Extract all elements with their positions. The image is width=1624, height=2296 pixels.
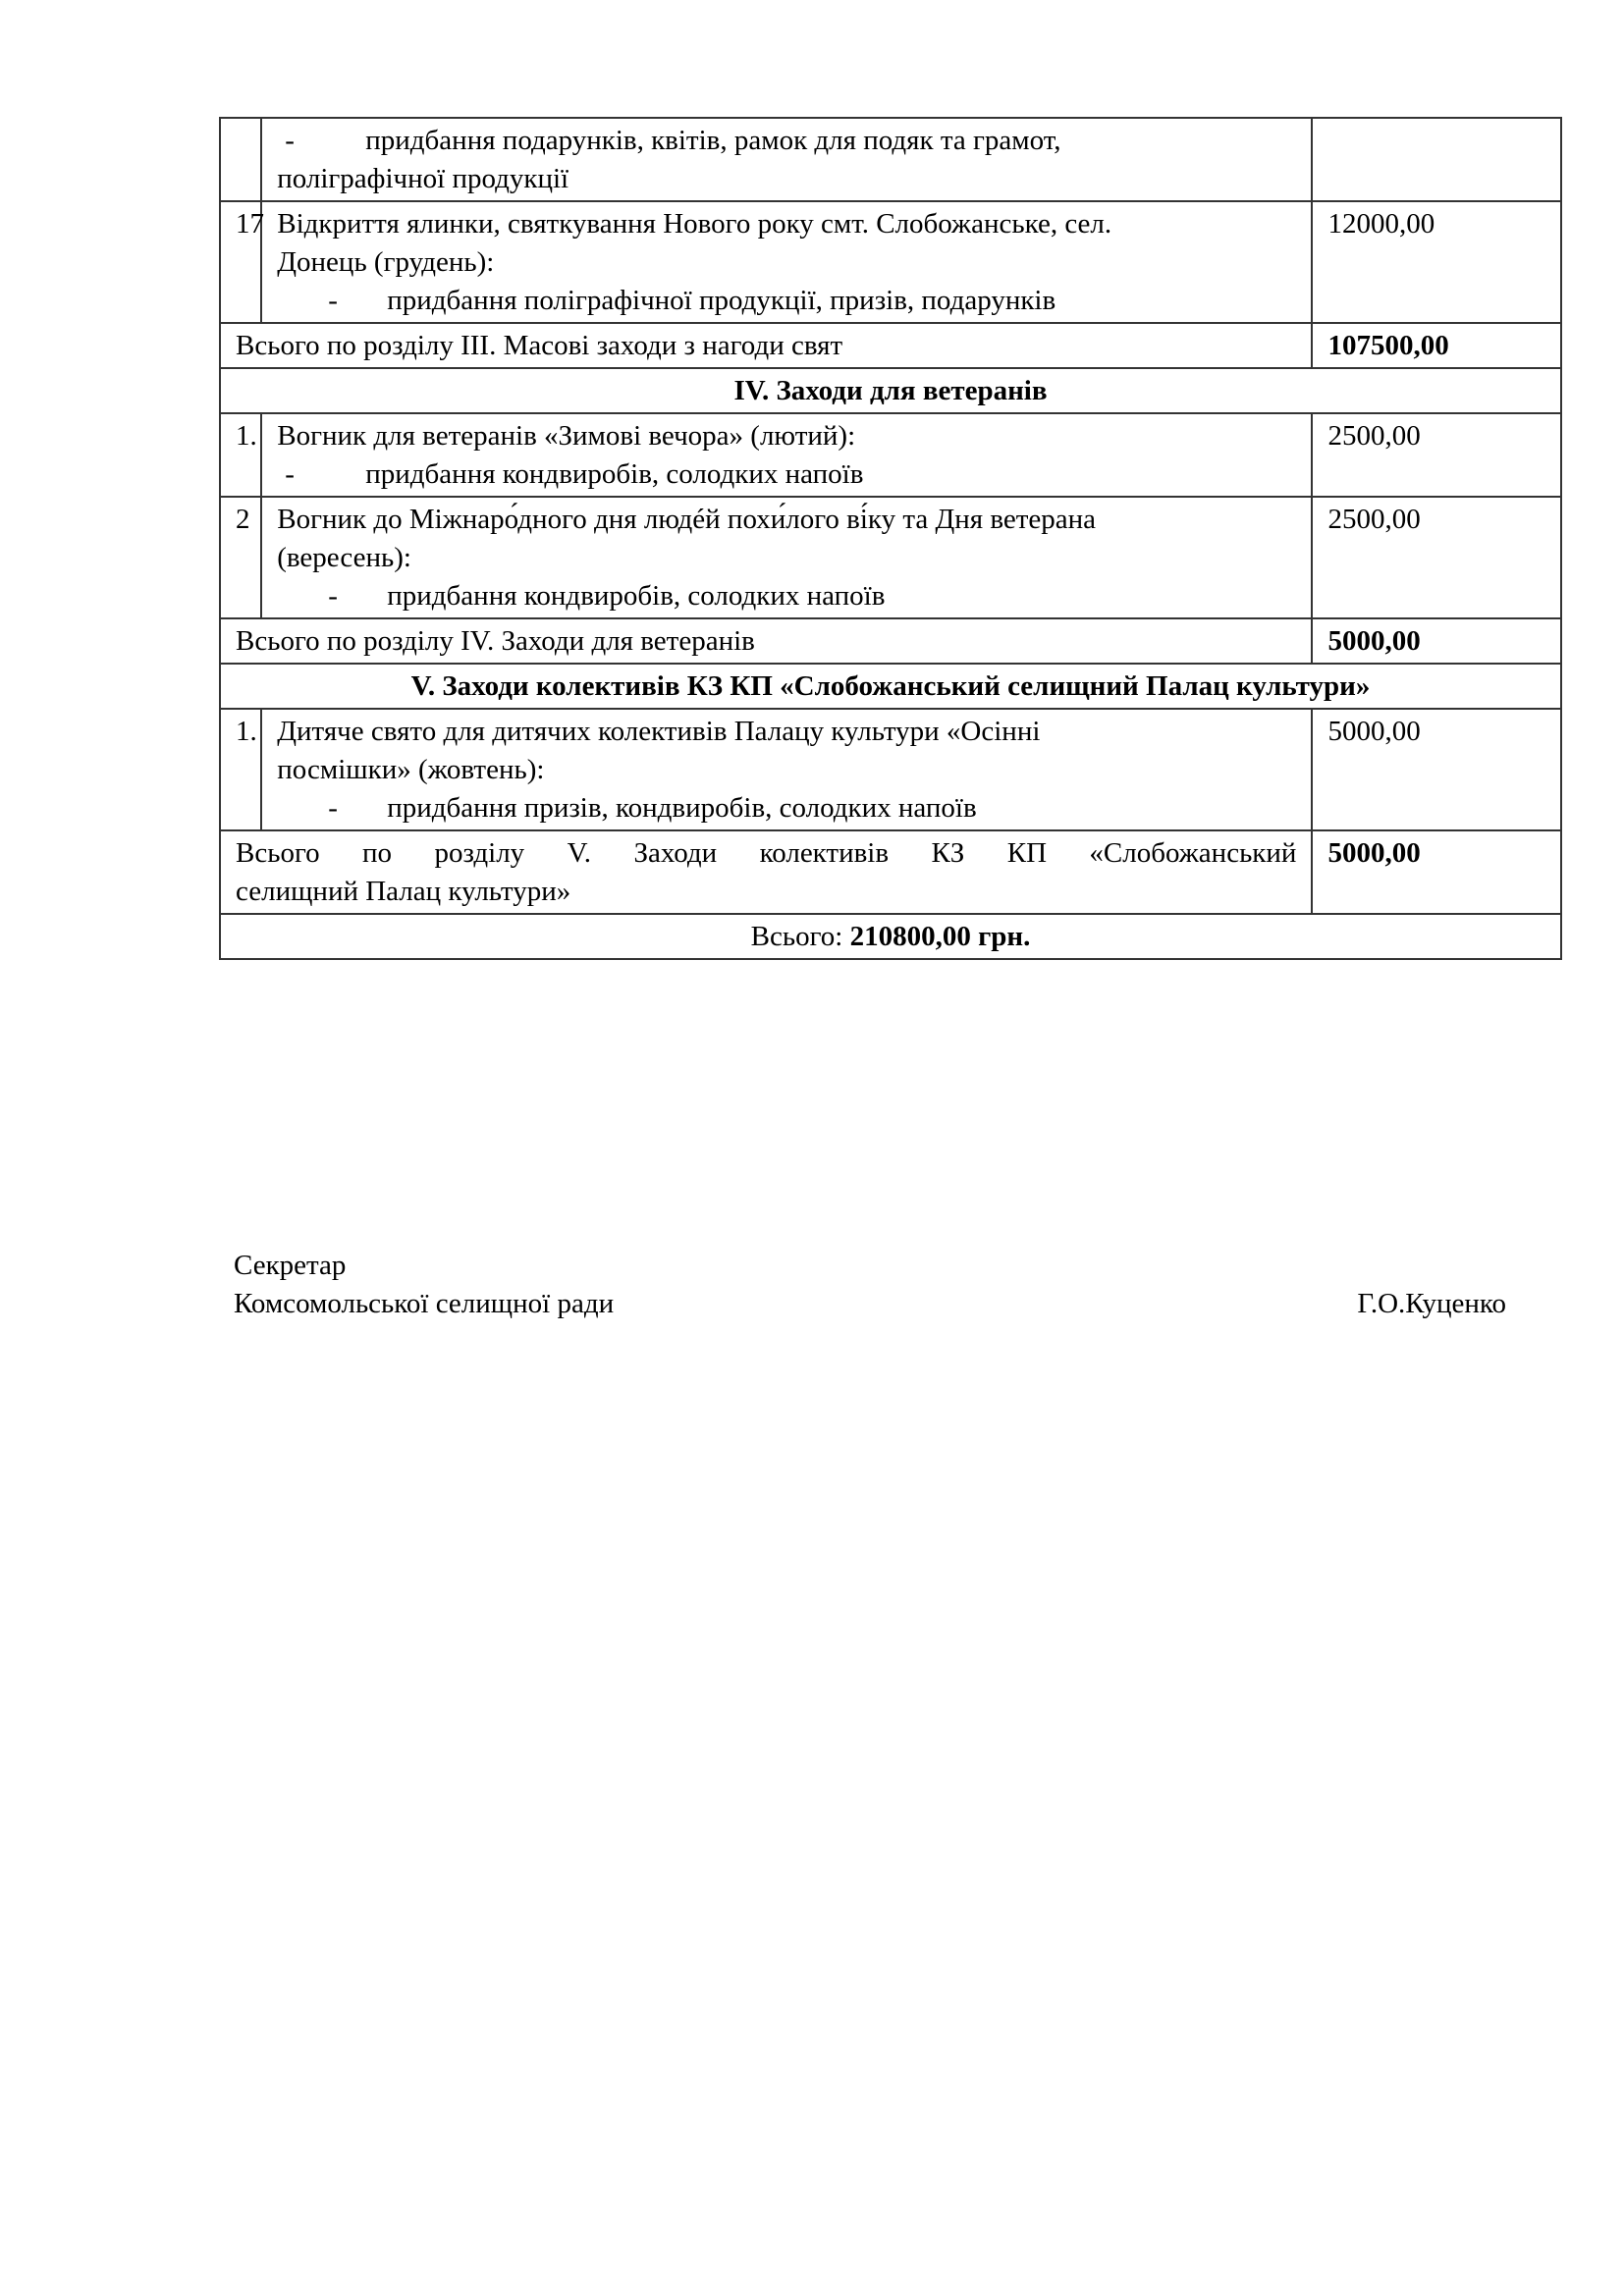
section-title: V. Заходи колективів КЗ КП «Слобожанський селищний Палац культури» [220,664,1561,709]
grand-total-row [220,914,1561,959]
grand-total-value: 210800,00 грн. [849,921,1031,952]
row-number-cell [220,118,261,201]
item-text: придбання подарунків, квітів, рамок для подяк та грамот, [365,125,1061,156]
item-text: придбання призів, кондвиробів, солодких напоїв [387,792,977,824]
row-number-cell: 2 [220,497,261,618]
item-text-continued: поліграфічної продукції [277,163,569,194]
event-title-line1: Вогник до Міжнаро́дного дня людéй похи́лого ві́ку та Дня ветерана [277,504,1097,535]
list-dash: - [328,285,338,316]
section-header-row [220,664,1561,709]
section-total-label [220,830,1312,914]
section-total-label: Всього по розділу IV. Заходи для ветеранів [220,618,1312,664]
section-total-row [220,323,1561,368]
section-total-row [220,618,1561,664]
event-title-line1: Дитяче свято для дитячих колективів Палацу культури «Осінні [277,716,1041,747]
event-title-line1: Відкриття ялинки, святкування Нового року смт. Слобожанське, сел. [277,208,1112,240]
row-number-cell: 1. [220,413,261,497]
list-dash: - [285,125,295,156]
item-text: придбання кондвиробів, солодких напоїв [387,580,886,612]
signature-title-line2: Комсомольської селищної ради [234,1288,615,1319]
row-number-cell: 1. [220,709,261,830]
row-description-cell [261,201,1312,323]
row-description-cell [261,709,1312,830]
table-row [220,413,1561,497]
table-row [220,118,1561,201]
event-title-line2: посмішки» (жовтень): [277,754,545,785]
section-header-row [220,368,1561,413]
section-title: IV. Заходи для ветеранів [220,368,1561,413]
section-total-amount: 5000,00 [1312,618,1561,664]
table-row [220,709,1561,830]
signature-title-line1: Секретар [234,1250,347,1281]
row-number-cell: 17 [220,201,261,323]
row-amount-cell: 12000,00 [1312,201,1561,323]
table-row [220,201,1561,323]
grand-total-prefix: Всього: [750,921,850,952]
row-description-cell [261,413,1312,497]
section-total-label-line2: селищний Палац культури» [236,876,571,907]
row-amount-cell: 2500,00 [1312,497,1561,618]
section-total-amount: 107500,00 [1312,323,1561,368]
item-text: придбання кондвиробів, солодких напоїв [365,458,864,490]
section-total-row [220,830,1561,914]
item-text: придбання поліграфічної продукції, призів, подарунків [387,285,1056,316]
table-row [220,497,1561,618]
section-total-label-line1: Всього по розділу V. Заходи колективів КЗ КП «Слобожанський [236,837,1297,869]
row-description-cell [261,497,1312,618]
row-amount-cell [1312,118,1561,201]
section-total-amount: 5000,00 [1312,830,1561,914]
event-title-line1: Вогник для ветеранів «Зимові вечора» (лютий): [277,420,856,452]
row-amount-cell: 2500,00 [1312,413,1561,497]
signature-name: Г.О.Куценко [1357,1288,1506,1319]
event-title-line2: (вересень): [277,542,411,573]
list-dash: - [328,580,338,612]
row-description-cell [261,118,1312,201]
list-dash: - [285,458,295,490]
row-amount-cell: 5000,00 [1312,709,1561,830]
budget-table [219,117,1562,960]
event-title-line2: Донець (грудень): [277,246,495,278]
list-dash: - [328,792,338,824]
grand-total-cell [220,914,1561,959]
section-total-label: Всього по розділу ІІІ. Масові заходи з нагоди свят [220,323,1312,368]
